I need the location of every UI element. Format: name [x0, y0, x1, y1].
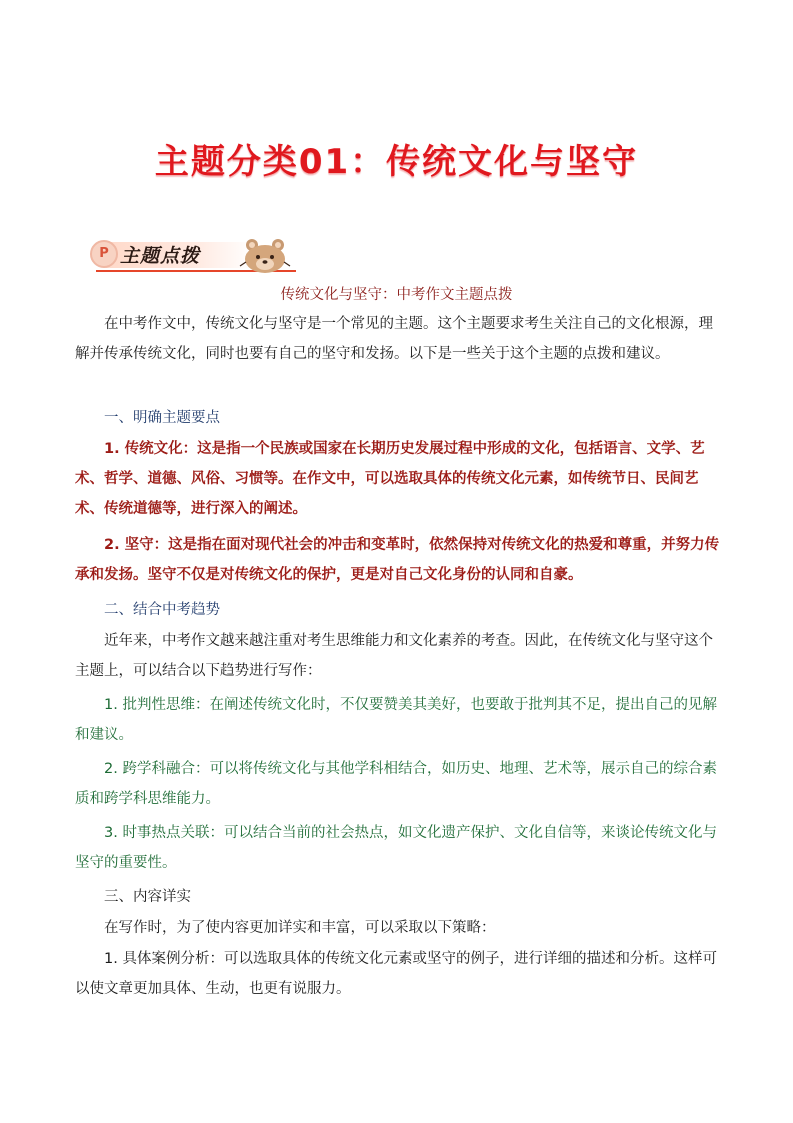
section3-intro — [75, 913, 725, 943]
section2-intro — [75, 626, 725, 686]
section3-item1-text: 1. 具体案例分析：可以选取具体的传统文化元素或坚守的例子，进行详细的描述和分析。这样可以使文章更加具体、生动，也更有说服力。 — [75, 951, 717, 997]
section3-heading-text: 三、内容详实 — [104, 889, 191, 905]
page-title: 主题分类01：传统文化与坚守 — [154, 142, 639, 182]
intro-paragraph — [75, 309, 725, 369]
section1-item1-text: 1. 传统文化：这是指一个民族或国家在长期历史发展过程中形成的文化，包括语言、文学、艺术、哲学、道德、风俗、习惯等。在作文中，可以选取具体的传统文化元素，如传统节日、民间艺术、传统道德等，进行深入的阐述。 — [75, 441, 705, 517]
section2-item1 — [75, 690, 725, 750]
section2-heading — [75, 595, 725, 625]
section1-item2 — [75, 530, 725, 590]
bear-mascot-icon — [232, 236, 298, 274]
section2-item3 — [75, 818, 725, 878]
section2-intro-text: 近年来，中考作文越来越注重对考生思维能力和文化素养的考查。因此，在传统文化与坚守这个主题上，可以结合以下趋势进行写作： — [75, 633, 713, 679]
section1-item2-text: 2. 坚守：这是指在面对现代社会的冲击和变革时，依然保持对传统文化的热爱和尊重，并努力传承和发扬。坚守不仅是对传统文化的保护，更是对自己文化身份的认同和自豪。 — [75, 537, 720, 583]
section2-item2-text: 2. 跨学科融合：可以将传统文化与其他学科相结合，如历史、地理、艺术等，展示自己的综合素质和跨学科思维能力。 — [75, 761, 717, 807]
section-badge — [90, 236, 298, 274]
section3-heading — [75, 882, 725, 912]
section1-item1 — [75, 434, 725, 524]
p-circle-icon: P — [90, 240, 118, 268]
section2-item3-text: 3. 时事热点关联：可以结合当前的社会热点，如文化遗产保护、文化自信等，来谈论传统文化与坚守的重要性。 — [75, 825, 717, 871]
section3-item1 — [75, 944, 725, 1004]
section3-intro-text: 在写作时，为了使内容更加详实和丰富，可以采取以下策略： — [104, 920, 496, 936]
section2-item2 — [75, 754, 725, 814]
section1-heading-text: 一、明确主题要点 — [104, 410, 220, 426]
section2-item1-text: 1. 批判性思维：在阐述传统文化时，不仅要赞美其美好，也要敢于批判其不足，提出自己的见解和建议。 — [75, 697, 717, 743]
badge-label: 主题点拨 — [120, 245, 201, 267]
intro-text: 在中考作文中，传统文化与坚守是一个常见的主题。这个主题要求考生关注自己的文化根源，理解并传承传统文化，同时也要有自己的坚守和发扬。以下是一些关于这个主题的点拨和建议。 — [75, 316, 713, 362]
section2-heading-text: 二、结合中考趋势 — [104, 602, 220, 618]
section1-heading — [75, 403, 725, 433]
subtitle: 传统文化与坚守：中考作文主题点拨 — [280, 287, 513, 303]
